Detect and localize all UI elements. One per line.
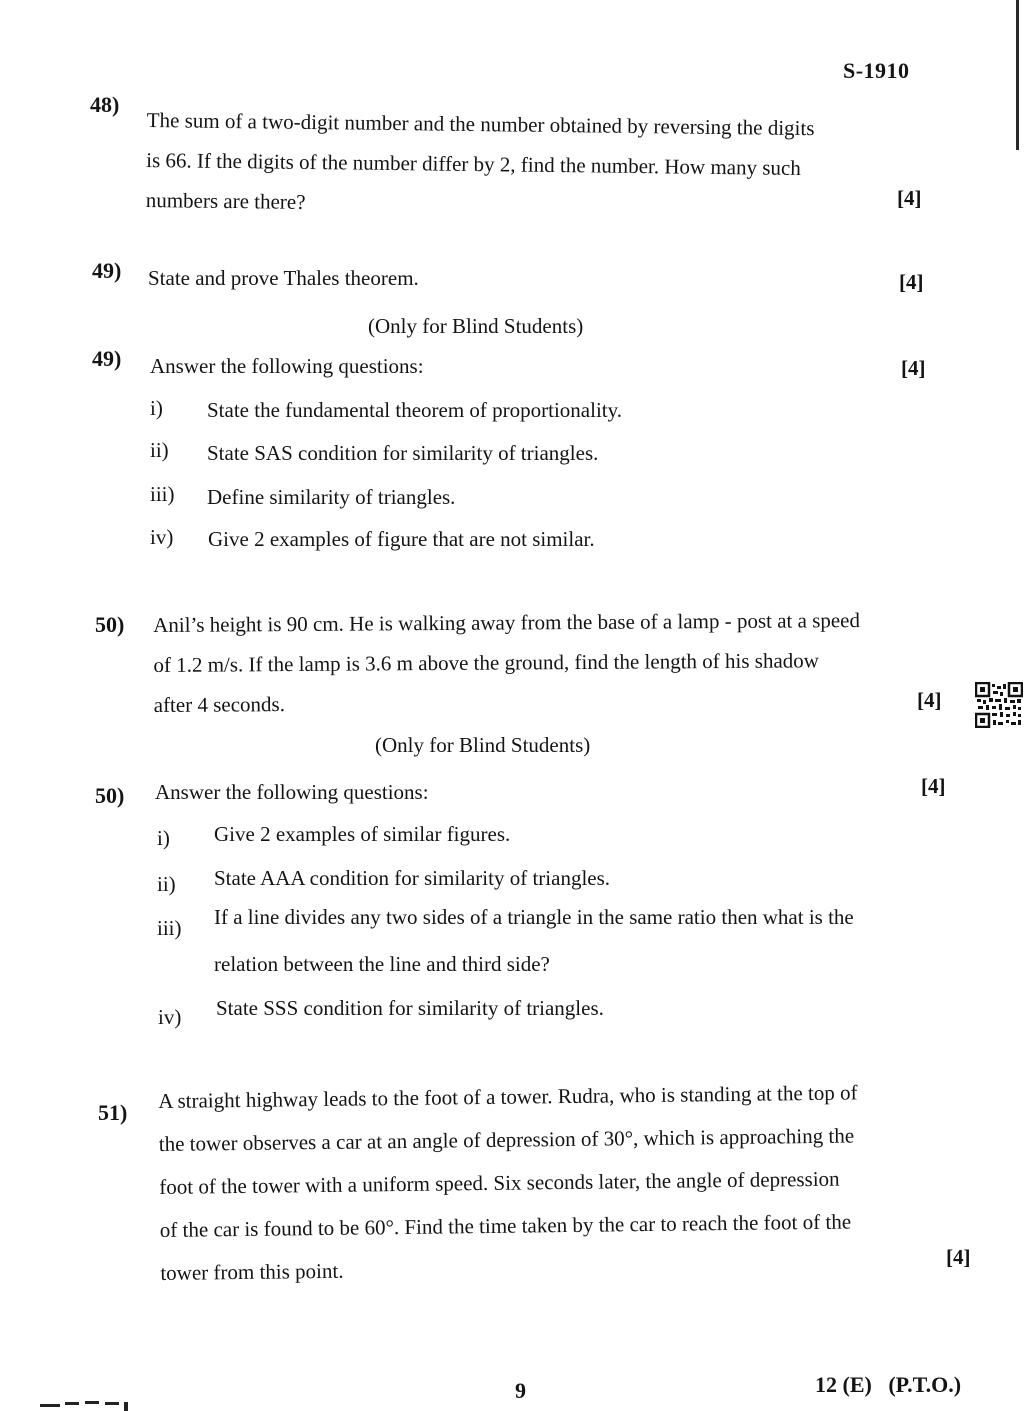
question-50-line: Anil’s height is 90 cm. He is walking away from the base of a lamp - post at a speed: [153, 608, 861, 637]
question-51-number: 51): [98, 1100, 128, 1125]
question-48-text: [146, 100, 927, 230]
question-49-blind-marks: [4]: [901, 356, 926, 380]
question-48-line: is 66. If the digits of the number differ by 2, find the number. How many such: [146, 147, 801, 180]
sub-item-label: iv): [150, 525, 174, 549]
question-50-number: 50): [95, 612, 125, 637]
sub-item-text: State AAA condition for similarity of triangles.: [214, 866, 611, 890]
question-49-blind-number: 49): [92, 346, 122, 371]
question-50-text: [153, 599, 954, 725]
sub-item-label: iv): [158, 1005, 182, 1029]
question-51-line: of the car is found to be 60°. Find the time taken by the car to reach the foot of the: [159, 1209, 852, 1242]
question-51-text: [158, 1070, 991, 1295]
blind-students-note: (Only for Blind Students): [368, 314, 584, 338]
sub-item-text: State the fundamental theorem of proportionality.: [207, 398, 623, 422]
question-49-blind-text: Answer the following questions:: [150, 354, 424, 378]
blind-students-note: (Only for Blind Students): [375, 733, 591, 757]
paper-code: S-1910: [843, 58, 910, 83]
question-50-blind-number: 50): [95, 783, 125, 808]
question-51-line: the tower observes a car at an angle of depression of 30°, which is approaching the: [158, 1123, 855, 1156]
question-51-line: tower from this point.: [160, 1258, 344, 1285]
binding-edge: [1016, 0, 1019, 150]
question-50-line: of 1.2 m/s. If the lamp is 3.6 m above the ground, find the length of his shadow: [153, 648, 819, 677]
footer-pto: 12 (E) (P.T.O.): [815, 1372, 962, 1397]
sub-item-text: Give 2 examples of figure that are not similar.: [208, 527, 595, 551]
question-50-blind-text: Answer the following questions:: [155, 780, 429, 804]
page-number: 9: [515, 1378, 526, 1403]
sub-item-label: i): [150, 396, 163, 420]
question-49-marks: [4]: [899, 270, 924, 294]
sub-item-label: iii): [157, 916, 182, 940]
sub-item-text-continued: relation between the line and third side?: [214, 952, 550, 976]
question-50-line: after 4 seconds.: [153, 692, 285, 717]
sub-item-label: ii): [157, 872, 176, 896]
sub-item-text: Give 2 examples of similar figures.: [214, 822, 511, 846]
sub-item-text: If a line divides any two sides of a triangle in the same ratio then what is the: [214, 905, 854, 929]
question-51-marks: [4]: [946, 1245, 971, 1269]
sub-item-label: iii): [150, 482, 175, 506]
question-48-line: numbers are there?: [145, 187, 306, 214]
qr-code-icon: [975, 682, 1023, 728]
cropped-footer-mark: [40, 1398, 135, 1411]
question-51-line: foot of the tower with a uniform speed. Six seconds later, the angle of depression: [159, 1166, 840, 1199]
sub-item-text: Define similarity of triangles.: [207, 485, 456, 509]
question-48-number: 48): [90, 92, 120, 117]
question-50-marks: [4]: [917, 688, 942, 712]
question-51-line: A straight highway leads to the foot of a tower. Rudra, who is standing at the top of: [158, 1080, 858, 1113]
sub-item-text: State SAS condition for similarity of triangles.: [207, 441, 599, 465]
sub-item-label: i): [157, 826, 170, 850]
question-48-line: The sum of a two-digit number and the number obtained by reversing the digits: [146, 107, 815, 141]
question-48-marks: [4]: [897, 186, 922, 210]
question-49-text: State and prove Thales theorem.: [148, 266, 419, 290]
sub-item-text: State SSS condition for similarity of triangles.: [216, 996, 604, 1020]
sub-item-label: ii): [150, 438, 169, 462]
question-49-number: 49): [92, 258, 122, 283]
question-50-blind-marks: [4]: [921, 774, 946, 798]
